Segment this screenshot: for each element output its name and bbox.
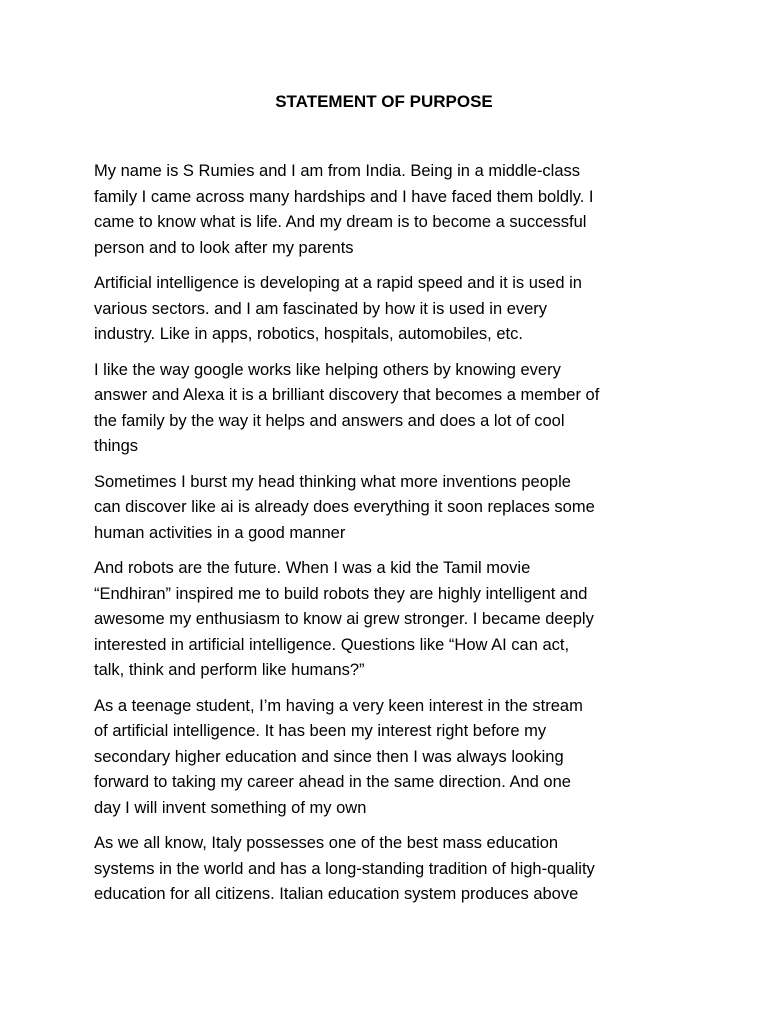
- paragraph: [94, 831, 684, 908]
- text-line: of artificial intelligence. It has been my interest right before my: [94, 722, 547, 740]
- text-line: As we all know, Italy possesses one of the best mass education: [94, 834, 559, 852]
- text-line: person and to look after my parents: [94, 238, 354, 257]
- text-line: I like the way google works like helping others by knowing every: [94, 360, 561, 379]
- text-line: day I will invent something of my own: [94, 798, 367, 817]
- text-line: human activities in a good manner: [94, 523, 346, 542]
- text-line: forward to taking my career ahead in the same direction. And one: [94, 773, 571, 791]
- text-line: answer and Alexa it is a brilliant discovery that becomes a member of: [94, 386, 600, 404]
- text-line: “Endhiran” inspired me to build robots they are highly intelligent and: [94, 584, 588, 603]
- text-line: came to know what is life. And my dream is to become a successful: [94, 213, 587, 231]
- text-line: can discover like ai is already does everything it soon replaces some: [94, 498, 595, 516]
- paragraph: [94, 694, 684, 822]
- text-line: Artificial intelligence is developing at a rapid speed and it is used in: [94, 274, 582, 292]
- text-line: As a teenage student, I’m having a very keen interest in the stream: [94, 696, 583, 715]
- text-line: things: [94, 437, 139, 455]
- text-line: education for all citizens. Italian education system produces above: [94, 885, 579, 903]
- text-line: the family by the way it helps and answers and does a lot of cool: [94, 411, 565, 430]
- text-line: Sometimes I burst my head thinking what more inventions people: [94, 472, 571, 491]
- text-line: talk, think and perform like humans?”: [94, 661, 365, 679]
- text-line: interested in artificial intelligence. Questions like “How AI can act,: [94, 635, 570, 654]
- paragraph: [94, 470, 684, 547]
- text-line: industry. Like in apps, robotics, hospitals, automobiles, etc.: [94, 325, 523, 343]
- text-line: various sectors. and I am fascinated by how it is used in every: [94, 299, 548, 318]
- text-line: awesome my enthusiasm to know ai grew stronger. I became deeply: [94, 610, 594, 628]
- text-line: family I came across many hardships and I have faced them boldly. I: [94, 187, 594, 206]
- text-line: And robots are the future. When I was a kid the Tamil movie: [94, 559, 531, 577]
- paragraph: [94, 159, 684, 261]
- paragraph: [94, 358, 684, 460]
- text-line: secondary higher education and since then I was always looking: [94, 747, 564, 766]
- page-title: STATEMENT OF PURPOSE: [275, 92, 493, 111]
- paragraph: [94, 271, 684, 348]
- text-line: systems in the world and has a long-standing tradition of high-quality: [94, 859, 595, 878]
- document-body: [94, 159, 684, 918]
- text-line: My name is S Rumies and I am from India. Being in a middle-class: [94, 162, 581, 180]
- paragraph: [94, 556, 684, 684]
